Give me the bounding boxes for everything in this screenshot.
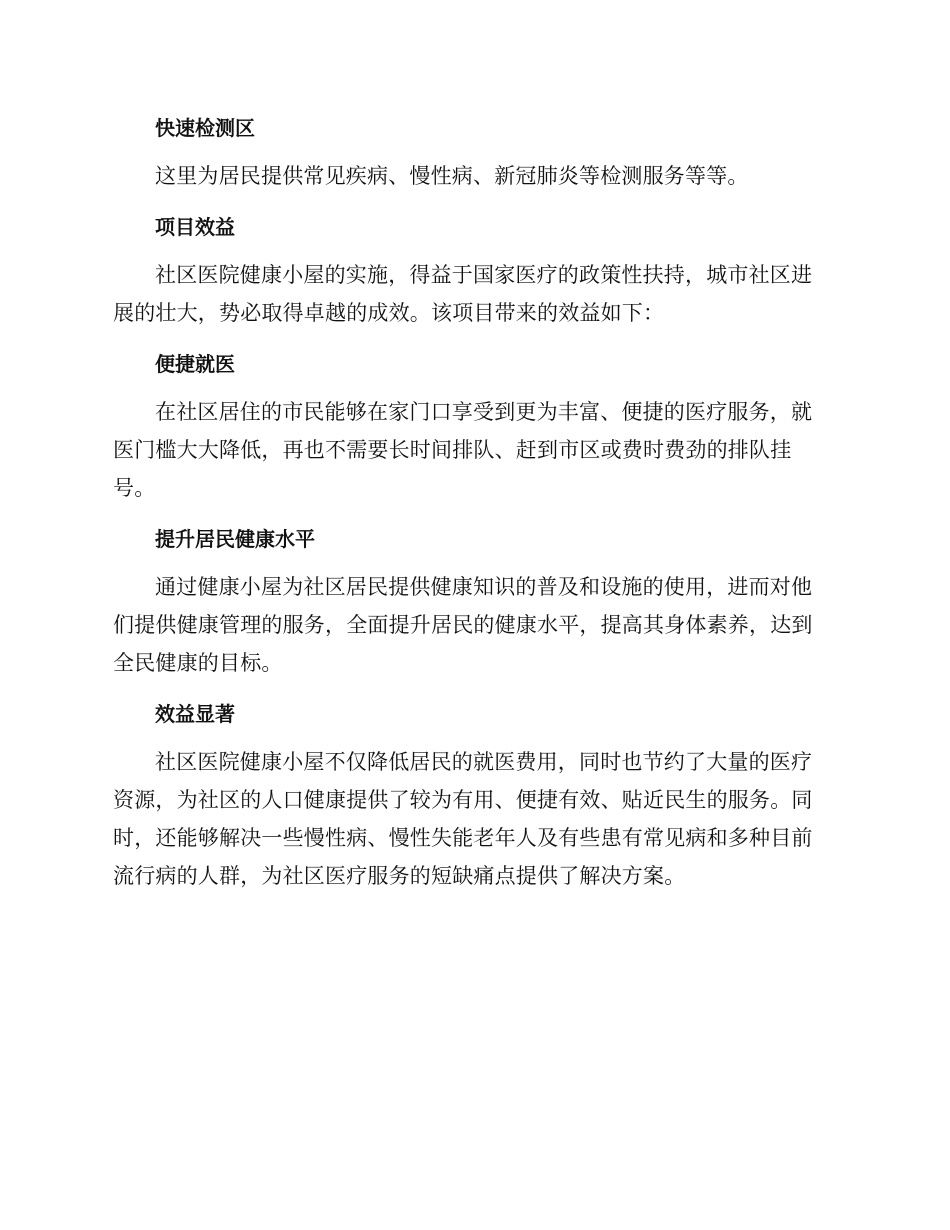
- section-heading-rapid-testing: 快速检测区: [155, 116, 255, 140]
- section-heading-convenient-care: 便捷就医: [155, 352, 235, 376]
- paragraph-line: 资源，为社区的人口健康提供了较为有用、便捷有效、贴近民生的服务。同: [113, 788, 813, 812]
- section-paragraph-significant-benefits: [113, 743, 833, 895]
- paragraph-line: 号。: [113, 476, 156, 500]
- section-paragraph-project-benefits: [113, 256, 833, 332]
- paragraph-line: 全民健康的目标。: [113, 651, 283, 675]
- paragraph-line: 展的壮大，势必取得卓越的成效。该项目带来的效益如下：: [113, 301, 665, 325]
- paragraph-line: 这里为居民提供常见疾病、慢性病、新冠肺炎等检测服务等等。: [155, 164, 749, 188]
- paragraph-line: 们提供健康管理的服务，全面提升居民的健康水平，提高其身体素养，达到: [113, 613, 813, 637]
- section-paragraph-convenient-care: [113, 393, 833, 507]
- section-heading-health-level: 提升居民健康水平: [155, 527, 315, 551]
- section-paragraph-health-level: [113, 568, 833, 682]
- document-page: [113, 110, 833, 909]
- paragraph-line: 在社区居住的市民能够在家门口享受到更为丰富、便捷的医疗服务，就: [155, 400, 813, 424]
- paragraph-line: 通过健康小屋为社区居民提供健康知识的普及和设施的使用，进而对他: [155, 575, 813, 599]
- section-heading-project-benefits: 项目效益: [155, 215, 235, 239]
- paragraph-line: 医门槛大大降低，再也不需要长时间排队、赶到市区或费时费劲的排队挂: [113, 438, 792, 462]
- section-paragraph-rapid-testing: [113, 157, 833, 195]
- paragraph-line: 流行病的人群，为社区医疗服务的短缺痛点提供了解决方案。: [113, 864, 686, 888]
- section-heading-significant-benefits: 效益显著: [155, 702, 235, 726]
- paragraph-line: 社区医院健康小屋的实施，得益于国家医疗的政策性扶持，城市社区进: [155, 263, 813, 287]
- paragraph-line: 时，还能够解决一些慢性病、慢性失能老年人及有些患有常见病和多种目前: [113, 826, 813, 850]
- paragraph-line: 社区医院健康小屋不仅降低居民的就医费用，同时也节约了大量的医疗: [155, 750, 813, 774]
